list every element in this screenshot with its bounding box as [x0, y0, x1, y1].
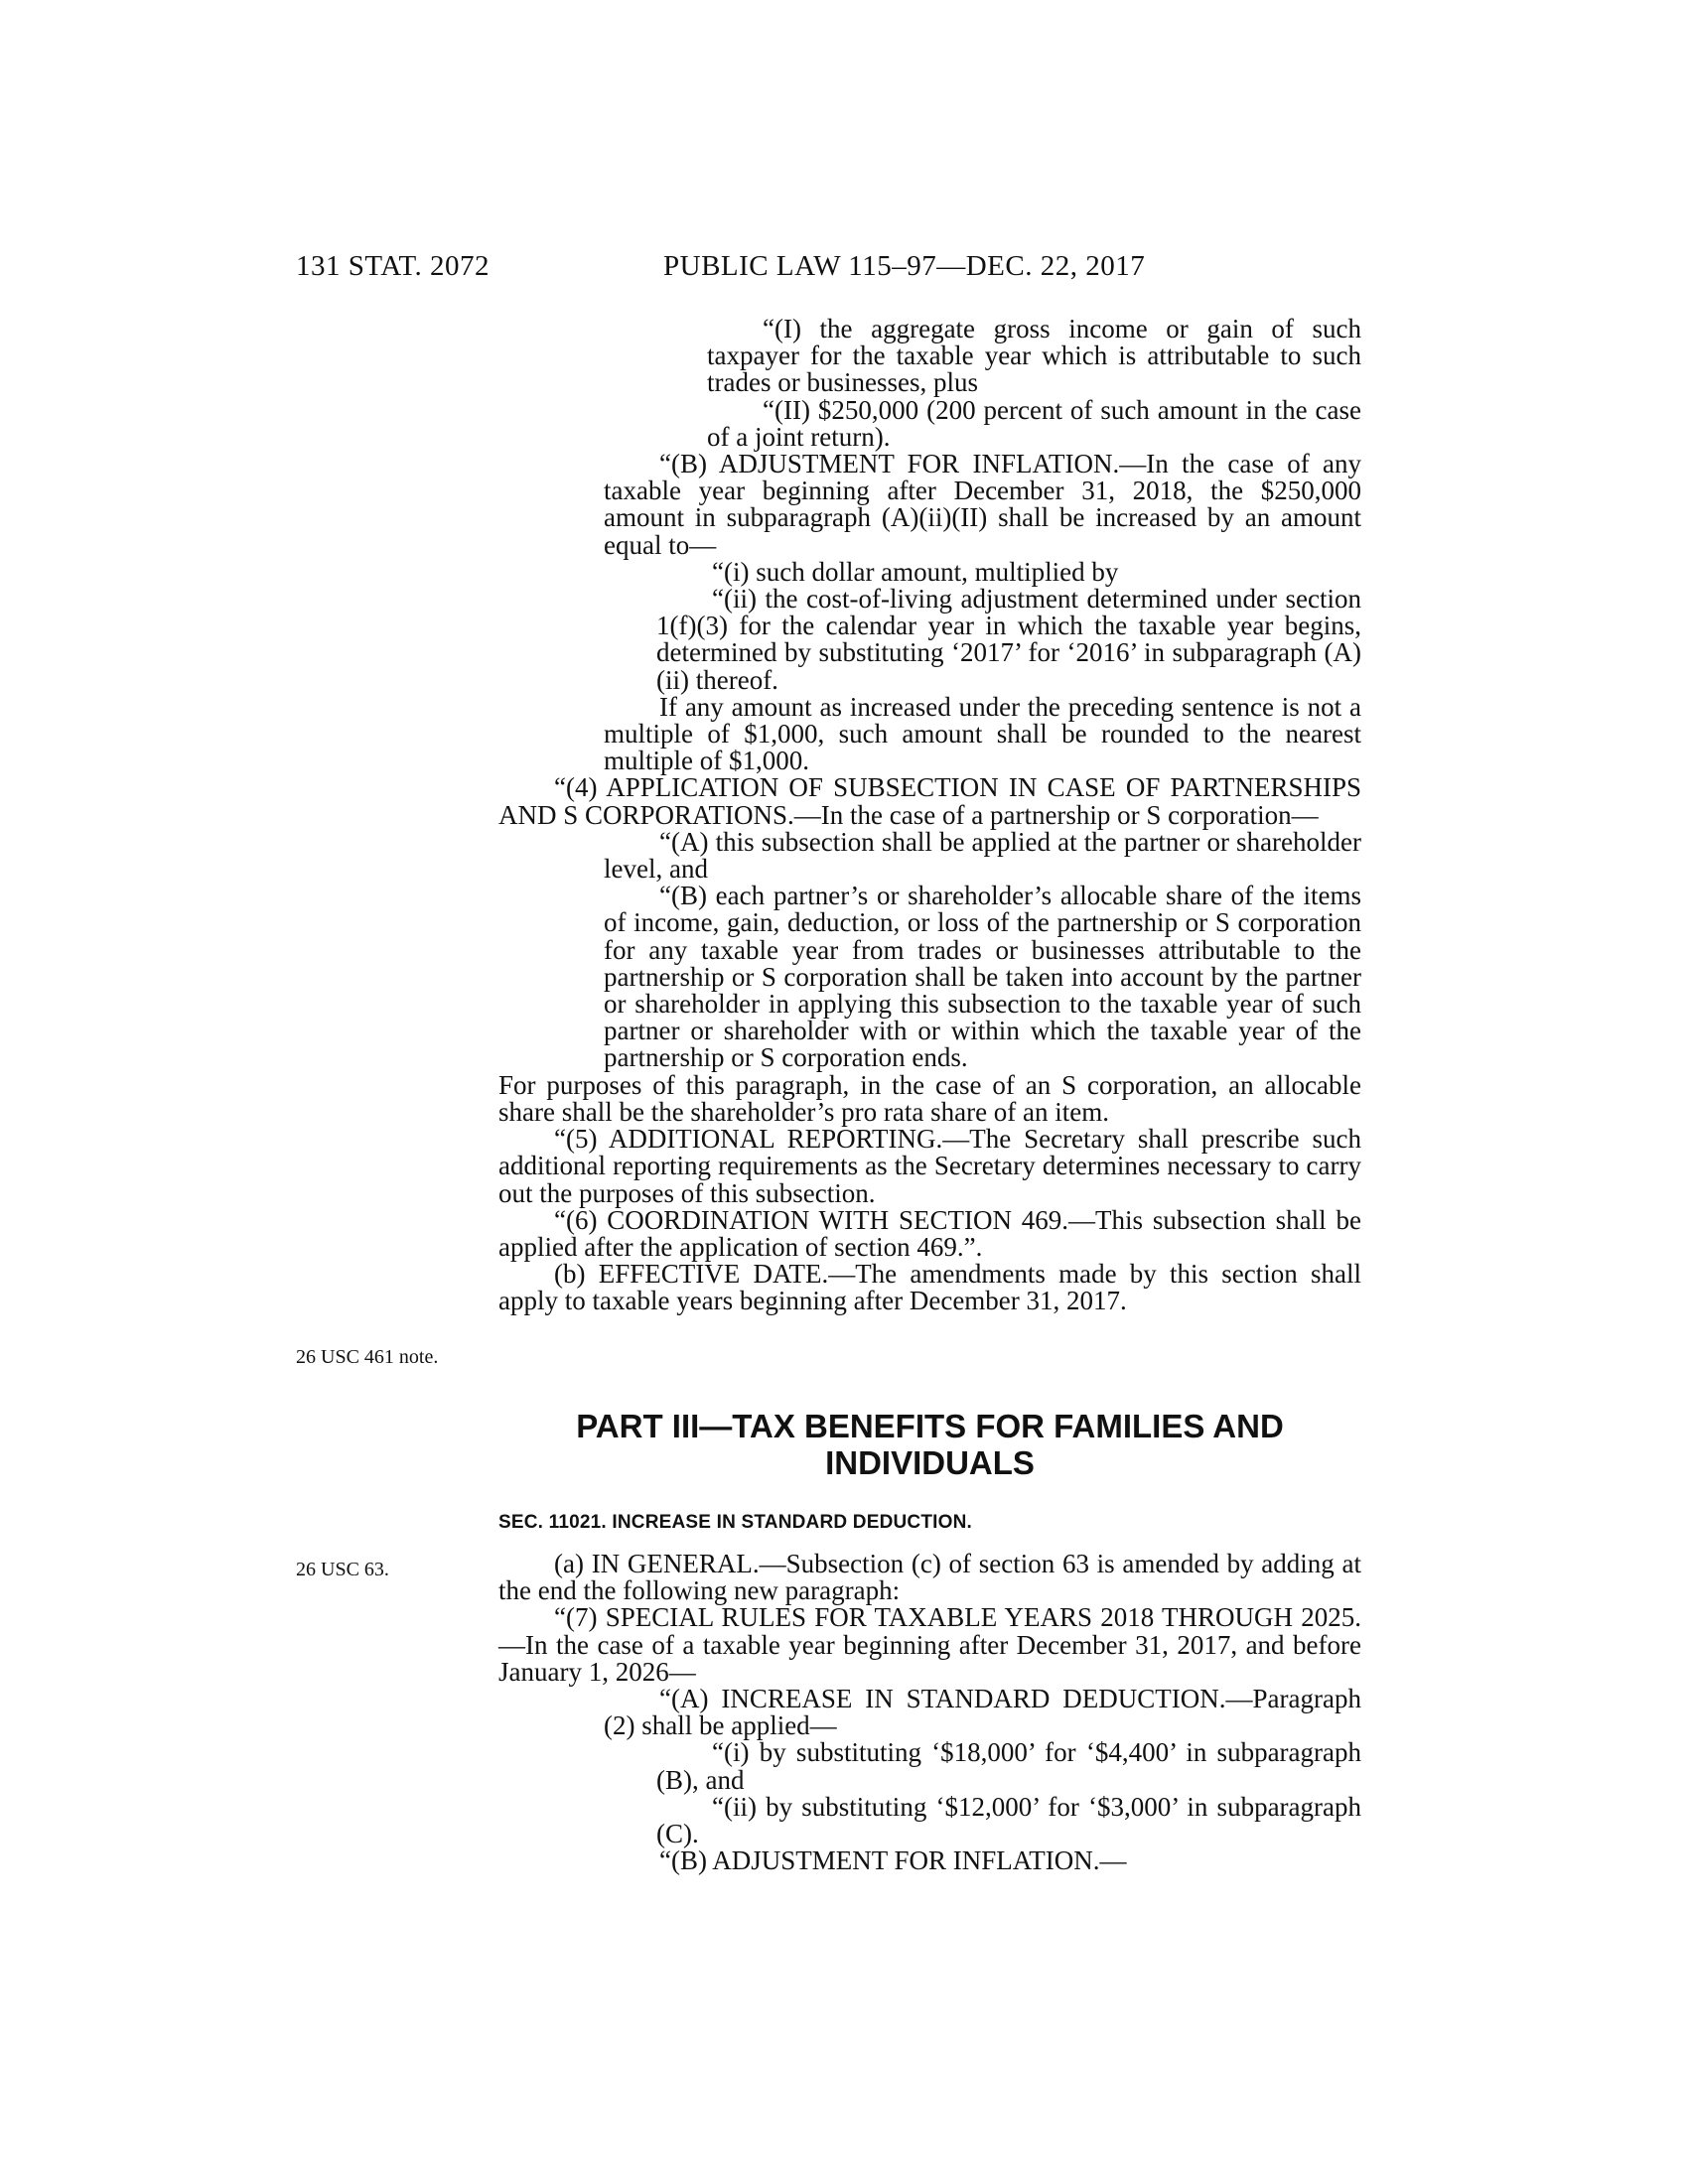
- paragraph-rounding: If any amount as increased under the preceding sentence is not a multiple of $1,000, such amount shall be rounded to the nearest multiple of $1,000.: [604, 691, 1361, 776]
- paragraph-7-special-rules: “(7) SPECIAL RULES FOR TAXABLE YEARS 2018 THROUGH 2025.—In the case of a taxable year beginning after December 31, 2017, and before January 1, 2026—: [498, 1602, 1361, 1687]
- paragraph-ii-12000: “(ii) by substituting ‘$12,000’ for ‘$3,000’ in subparagraph (C).: [656, 1791, 1361, 1849]
- paragraph-a-in-general: (a) IN GENERAL.—Subsection (c) of section 63 is amended by adding at the end the following new paragraph:: [498, 1549, 1361, 1606]
- public-law-title: PUBLIC LAW 115–97—DEC. 22, 2017: [663, 250, 1146, 282]
- paragraph-b-effective-date: (b) EFFECTIVE DATE.—The amendments made by this section shall apply to taxable years beginning after December 31, 2017.: [498, 1259, 1361, 1316]
- page-header: [296, 250, 1388, 290]
- paragraph-5-reporting: “(5) ADDITIONAL REPORTING.—The Secretary shall prescribe such additional reporting requirements as the Secretary determines necessary to carry out the purposes of this subsection.: [498, 1124, 1361, 1208]
- paragraph-i-18000: “(i) by substituting ‘$18,000’ for ‘$4,400’ in subparagraph (B), and: [656, 1737, 1361, 1795]
- paragraph-4-partnerships: “(4) APPLICATION OF SUBSECTION IN CASE OF PARTNERSHIPS AND S CORPORATIONS.—In the case of a partnership or S corporation—: [498, 772, 1361, 830]
- paragraph-A-standard-deduction: “(A) INCREASE IN STANDARD DEDUCTION.—Paragraph (2) shall be applied—: [604, 1684, 1361, 1741]
- part-heading: [498, 1408, 1361, 1481]
- paragraph-B-adjustment: “(B) ADJUSTMENT FOR INFLATION.—: [659, 1845, 1127, 1876]
- paragraph-I: “(I) the aggregate gross income or gain of such taxpayer for the taxable year which is attributable to such trades or businesses, plus: [707, 314, 1361, 398]
- section-heading: SEC. 11021. INCREASE IN STANDARD DEDUCTION.: [498, 1512, 973, 1533]
- statute-page-number: 131 STAT. 2072: [296, 250, 491, 282]
- document-body-upper: [498, 316, 1361, 1315]
- margin-note-461: 26 USC 461 note.: [296, 1346, 439, 1368]
- part-heading-line2: INDIVIDUALS: [825, 1444, 1035, 1481]
- part-heading-line1: PART III—TAX BENEFITS FOR FAMILIES AND: [576, 1408, 1284, 1444]
- paragraph-B-allocable-share: “(B) each partner’s or shareholder’s allocable share of the items of income, gain, deduction, or loss of the partnership or S corporation for any taxable year from trades or businesses attributable to the partnership or S corporation shall be taken into account by the partner or shareholder in applying this subsection to the taxable year of such partner or shareholder with or within which the taxable year of the partnership or S corporation ends.: [604, 881, 1361, 1073]
- paragraph-II: “(II) $250,000 (200 percent of such amount in the case of a joint return).: [707, 394, 1361, 452]
- paragraph-i: “(i) such dollar amount, multiplied by: [712, 556, 1119, 587]
- paragraph-B-inflation: “(B) ADJUSTMENT FOR INFLATION.—In the case of any taxable year beginning after December 31, 2018, the $250,000 amount in subparagraph (A)(ii)(II) shall be increased by an amount equal to—: [604, 449, 1361, 560]
- document-body-lower: [498, 1551, 1361, 1874]
- paragraph-ii: “(ii) the cost-of-living adjustment determined under section 1(f)(3) for the calendar year in which the taxable year begins, determined by substituting ‘2017’ for ‘2016’ in subparagraph (A)(ii) thereof.: [656, 584, 1361, 695]
- paragraph-6-coordination: “(6) COORDINATION WITH SECTION 469.—This subsection shall be applied after the application of section 469.”.: [498, 1204, 1361, 1262]
- paragraph-s-corporation: For purposes of this paragraph, in the case of an S corporation, an allocable share shall be the shareholder’s pro rata share of an item.: [498, 1069, 1361, 1127]
- paragraph-A-partner-level: “(A) this subsection shall be applied at the partner or shareholder level, and: [604, 826, 1361, 885]
- margin-note-63: 26 USC 63.: [296, 1559, 389, 1580]
